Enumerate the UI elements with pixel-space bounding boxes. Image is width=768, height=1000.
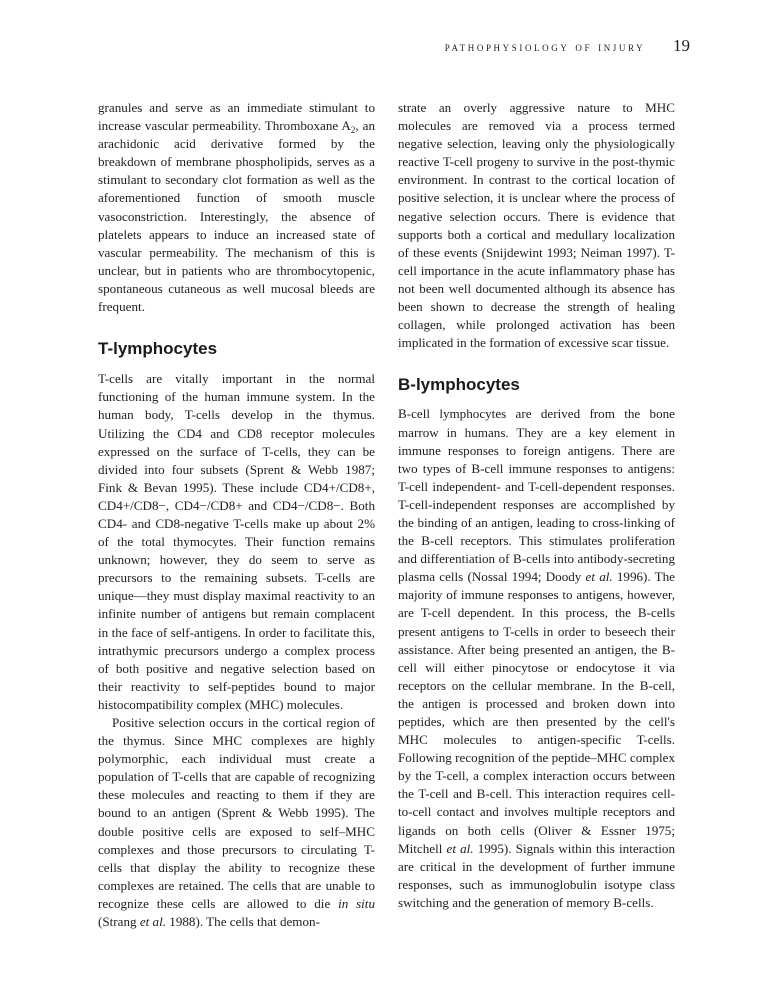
text-run: (Strang — [98, 914, 140, 930]
running-header — [0, 36, 690, 56]
paragraph-negative-selection: strate an overly aggressive nature to MHC molecules are removed via a process termed negative selection, leaving only the physiologically reactive T-cell progeny to survive in the post-thymic environment. In contrast to the cortical location of positive selection, it is unclear where the process of negative selection occurs. There is evidence that supports both a cortical and medullary localization of these events (Snijdewint 1993; Neiman 1997). T-cell importance in the acute inflammatory phase has not been well documented although its absence has been shown to decrease the strength of healing collagen, while prolonged activation has been implicated in the formation of excessive scar tissue. — [398, 100, 675, 351]
page-number: 19 — [673, 36, 690, 55]
italic-et-al: et al. — [446, 840, 474, 856]
paragraph-platelets-continued — [98, 99, 375, 316]
paragraph-t-cells-intro: T-cells are vitally important in the normal functioning of the human immune system. In the human body, T-cells develop in the thymus. Utilizing the CD4 and CD8 receptor molecules expressed on the surface of T-cells, they can be divided into four subsets (Sprent & Webb 1987; Fink & Bevan 1995). These include CD4+/CD8+, CD4+/CD8−, CD4−/CD8+ and CD4−/CD8−. Both CD4- and CD8-negative T-cells make up about 2% of the total thymocytes. Their function remains unknown; however, they do seem to serve as precursors to the remaining subsets. T-cells are unique—they must display maximal reactivity to an infinite number of antigens but remain complacent in the face of self-antigens. In order to facilitate this, intrathymic precursors undergo a complex process of both positive and negative selection based on their reactivity to self-peptides bound to major histocompatibility complex (MHC) molecules. — [98, 371, 375, 712]
section-heading-b-lymphocytes: B-lymphocytes — [398, 375, 520, 395]
italic-et-al: et al. — [139, 914, 167, 930]
text-run: granules and serve as an immediate stimulant to increase vascular permeability. Thromboxane A — [98, 100, 375, 134]
left-column — [98, 99, 375, 931]
subscript-2: 2 — [350, 125, 356, 136]
text-run: B-cell lymphocytes are derived from the bone marrow in humans. They are a key element in immune responses to foreign antigens. There are two types of B-cell immune responses to antigens: T-cell independent- and T-cell-dependent responses. T-cell-independent responses are accomplished by the binding of an antigen, leading to cross-linking of the B-cell receptors. This stimulates proliferation and differentiation of B-cells into antibody-secreting plasma cells (Nossal 1994; Doody — [398, 406, 675, 585]
italic-in-situ: in situ — [338, 895, 375, 911]
text-run: Positive selection occurs in the cortical region of the thymus. Since MHC complexes are highly polymorphic, each individual must create a population of T-cells that are capable of recognizing these molecules and reacting to them if they are bound to an antigen (Sprent & Webb 1995). The double positive cells are exposed to self–MHC complexes and those precursors to circulating T-cells that display the ability to recognize these complexes are retained. The cells that are unable to recognize these cells are allowed to die — [98, 715, 375, 911]
text-run: 1988). The cells that demon- — [166, 914, 320, 930]
text-run: , an arachidonic acid derivative formed by the breakdown of membrane phospholipids, serves as a stimulant to secondary clot formation as well as the aforementioned function of smooth muscle vasoconstriction. Interestingly, the absence of platelets appears to induce an increased state of vascular permeability. The mechanism of this is unclear, but in patients who are thrombocytopenic, spontaneous cutaneous as well mucosal bleeds are frequent. — [98, 118, 375, 315]
paragraph-b-cells — [398, 405, 675, 912]
paragraph-positive-selection — [98, 714, 375, 931]
text-run: 1995). Signals within this interaction are critical in the development of further immune responses, such as immunoglobulin isotype class switching and the generation of memory B-cells. — [398, 840, 675, 910]
italic-et-al: et al. — [585, 569, 613, 585]
section-heading-t-lymphocytes: T-lymphocytes — [98, 339, 218, 359]
text-run: 1996). The majority of immune responses to antigens, however, are T-cell dependent. In this process, the B-cells present antigens to T-cells in order to beseech their assistance. After being presented an antigen, the B-cell will either pinocytose or endocytose it via receptors on the cellular membrane. In the B-cell, the antigen is processed and broken down into peptides, which are then presented by the cell's MHC molecules to antigen-specific T-cells. Following recognition of the peptide–MHC complex by the T-cell, a complex interaction occurs between the T-cell and B-cell. This interaction requires cell-to-cell contact and involves multiple receptors and ligands on both cells (Oliver & Essner 1975; Mitchell — [398, 569, 675, 856]
running-title: pathophysiology of injury — [444, 39, 646, 54]
right-column — [398, 99, 675, 912]
